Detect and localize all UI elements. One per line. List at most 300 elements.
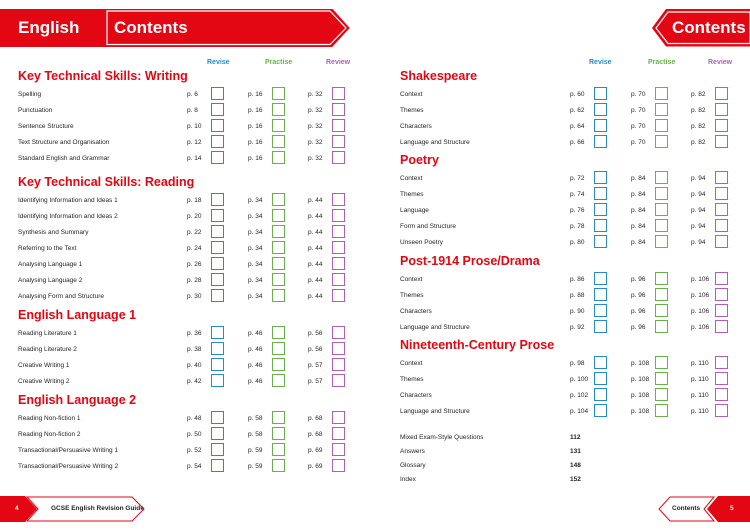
contents-row [400,272,730,288]
review-checkbox[interactable] [715,171,728,184]
review-page-ref: p. 56 [308,330,323,337]
misc-page: 152 [570,476,581,483]
footer-page-number-right: 5 [730,505,734,512]
review-checkbox[interactable] [715,235,728,248]
review-page-ref: p. 68 [308,415,323,422]
practise-page-ref: p. 59 [248,447,263,454]
practise-page-ref: p. 34 [248,245,263,252]
revise-checkbox[interactable] [211,289,224,302]
revise-checkbox[interactable] [211,151,224,164]
contents-row [18,427,348,443]
revise-page-ref: p. 6 [187,91,198,98]
practise-checkbox[interactable] [272,241,285,254]
review-checkbox[interactable] [332,241,345,254]
practise-checkbox[interactable] [272,443,285,456]
topic-label: Sentence Structure [18,123,74,130]
topic-label: Themes [400,376,424,383]
topic-label: Analysing Form and Structure [18,293,104,300]
review-page-ref: p. 106 [691,308,710,315]
practise-page-ref: p. 16 [248,91,263,98]
practise-checkbox[interactable] [655,87,668,100]
contents-row [400,219,730,235]
review-page-ref: p. 32 [308,139,323,146]
revise-checkbox[interactable] [594,171,607,184]
practise-page-ref: p. 59 [248,463,263,470]
topic-label: Standard English and Grammar [18,155,110,162]
revise-page-ref: p. 40 [187,362,202,369]
review-page-ref: p. 44 [308,245,323,252]
revise-checkbox[interactable] [211,241,224,254]
review-page-ref: p. 44 [308,277,323,284]
revise-page-ref: p. 30 [187,293,202,300]
revise-page-ref: p. 78 [570,223,585,230]
practise-checkbox[interactable] [655,103,668,116]
practise-page-ref: p. 84 [631,223,646,230]
revise-checkbox[interactable] [594,320,607,333]
topic-label: Context [400,276,423,283]
topic-label: Characters [400,123,432,130]
practise-checkbox[interactable] [655,135,668,148]
topic-label: Language [400,207,429,214]
practise-page-ref: p. 70 [631,139,646,146]
revise-page-ref: p. 88 [570,292,585,299]
practise-checkbox[interactable] [655,288,668,301]
review-checkbox[interactable] [715,304,728,317]
revise-page-ref: p. 42 [187,378,202,385]
practise-checkbox[interactable] [272,135,285,148]
contents-row [18,273,348,289]
practise-page-ref: p. 108 [631,376,650,383]
practise-page-ref: p. 70 [631,91,646,98]
revise-checkbox[interactable] [211,119,224,132]
review-checkbox[interactable] [332,427,345,440]
contents-row [18,326,348,342]
topic-label: Identifying Information and Ideas 1 [18,197,118,204]
practise-page-ref: p. 70 [631,107,646,114]
page-title-left: Contents [114,18,188,37]
review-checkbox[interactable] [332,459,345,472]
review-page-ref: p. 94 [691,175,706,182]
revise-page-ref: p. 28 [187,277,202,284]
practise-checkbox[interactable] [655,203,668,216]
col-head-revise-left: Revise [207,59,230,66]
misc-label: Glossary [400,462,426,469]
review-checkbox[interactable] [715,320,728,333]
revise-page-ref: p. 36 [187,330,202,337]
review-checkbox[interactable] [715,288,728,301]
practise-page-ref: p. 96 [631,276,646,283]
header-title-box-right [652,9,750,47]
col-head-review-left: Review [326,59,351,66]
contents-row [400,404,730,420]
revise-checkbox[interactable] [211,103,224,116]
revise-checkbox[interactable] [594,235,607,248]
review-checkbox[interactable] [332,87,345,100]
review-checkbox[interactable] [332,342,345,355]
contents-row [18,459,348,475]
review-checkbox[interactable] [332,289,345,302]
practise-page-ref: p. 16 [248,107,263,114]
practise-checkbox[interactable] [272,151,285,164]
practise-checkbox[interactable] [272,119,285,132]
review-page-ref: p. 110 [691,360,709,367]
revise-page-ref: p. 60 [570,91,585,98]
practise-checkbox[interactable] [655,304,668,317]
review-checkbox[interactable] [715,119,728,132]
misc-item [400,473,600,487]
revise-page-ref: p. 90 [570,308,585,315]
practise-checkbox[interactable] [655,356,668,369]
review-page-ref: p. 110 [691,392,709,399]
revise-checkbox[interactable] [211,342,224,355]
review-page-ref: p. 94 [691,223,706,230]
section-heading: English Language 1 [18,308,137,322]
section-heading: Post-1914 Prose/Drama [400,254,540,268]
practise-page-ref: p. 96 [631,324,646,331]
review-checkbox[interactable] [715,87,728,100]
practise-checkbox[interactable] [272,273,285,286]
practise-checkbox[interactable] [655,219,668,232]
revise-page-ref: p. 104 [570,408,589,415]
review-page-ref: p. 82 [691,91,706,98]
revise-page-ref: p. 86 [570,276,585,283]
review-page-ref: p. 94 [691,191,706,198]
revise-checkbox[interactable] [594,203,607,216]
revise-page-ref: p. 74 [570,191,585,198]
practise-checkbox[interactable] [655,187,668,200]
contents-row [400,288,730,304]
contents-row [18,443,348,459]
practise-checkbox[interactable] [272,225,285,238]
review-checkbox[interactable] [715,187,728,200]
review-page-ref: p. 106 [691,324,710,331]
review-checkbox[interactable] [332,411,345,424]
practise-checkbox[interactable] [272,358,285,371]
practise-checkbox[interactable] [272,289,285,302]
practise-checkbox[interactable] [272,427,285,440]
practise-page-ref: p. 58 [248,415,263,422]
review-checkbox[interactable] [332,119,345,132]
revise-checkbox[interactable] [594,119,607,132]
section-heading: Key Technical Skills: Writing [18,69,188,83]
practise-page-ref: p. 16 [248,155,263,162]
practise-checkbox[interactable] [655,388,668,401]
footer-page-number-left: 4 [15,505,19,512]
revise-checkbox[interactable] [211,374,224,387]
review-page-ref: p. 82 [691,139,706,146]
contents-row [18,225,348,241]
revise-checkbox[interactable] [594,135,607,148]
review-page-ref: p. 44 [308,229,323,236]
topic-label: Spelling [18,91,42,98]
revise-page-ref: p. 20 [187,213,202,220]
review-checkbox[interactable] [332,135,345,148]
page-title-right: Contents [672,18,746,37]
contents-row [400,304,730,320]
practise-page-ref: p. 34 [248,277,263,284]
practise-checkbox[interactable] [272,342,285,355]
practise-checkbox[interactable] [655,171,668,184]
practise-page-ref: p. 84 [631,207,646,214]
contents-row [18,151,348,167]
topic-label: Transactional/Persuasive Writing 1 [18,447,119,454]
revise-checkbox[interactable] [211,411,224,424]
practise-page-ref: p. 108 [631,392,650,399]
practise-page-ref: p. 46 [248,362,263,369]
topic-label: Themes [400,292,424,299]
revise-page-ref: p. 72 [570,175,585,182]
misc-page: 131 [570,448,581,455]
review-checkbox[interactable] [332,257,345,270]
review-page-ref: p. 32 [308,123,323,130]
review-page-ref: p. 32 [308,107,323,114]
review-checkbox[interactable] [715,404,728,417]
practise-checkbox[interactable] [272,193,285,206]
contents-row [400,320,730,336]
practise-page-ref: p. 70 [631,123,646,130]
revise-page-ref: p. 48 [187,415,202,422]
topic-label: Language and Structure [400,324,470,331]
contents-row [400,372,730,388]
revise-page-ref: p. 10 [187,123,202,130]
practise-page-ref: p. 108 [631,360,650,367]
topic-label: Creative Writing 2 [18,378,70,385]
topic-label: Punctuation [18,107,53,114]
practise-checkbox[interactable] [272,374,285,387]
contents-row [18,289,348,305]
revise-checkbox[interactable] [211,87,224,100]
footer-left [0,496,146,522]
review-page-ref: p. 32 [308,155,323,162]
practise-page-ref: p. 96 [631,292,646,299]
topic-label: Reading Literature 1 [18,330,77,337]
topic-label: Synthesis and Summary [18,229,89,236]
revise-checkbox[interactable] [211,326,224,339]
review-page-ref: p. 94 [691,239,706,246]
practise-checkbox[interactable] [655,404,668,417]
contents-row [18,411,348,427]
practise-page-ref: p. 108 [631,408,650,415]
col-head-review-right: Review [708,59,733,66]
revise-checkbox[interactable] [594,272,607,285]
revise-page-ref: p. 12 [187,139,202,146]
review-checkbox[interactable] [332,151,345,164]
practise-checkbox[interactable] [272,209,285,222]
review-checkbox[interactable] [715,219,728,232]
revise-page-ref: p. 100 [570,376,589,383]
contents-row [18,374,348,390]
review-checkbox[interactable] [332,358,345,371]
revise-checkbox[interactable] [211,459,224,472]
revise-page-ref: p. 62 [570,107,585,114]
revise-checkbox[interactable] [211,193,224,206]
topic-label: Unseen Poetry [400,239,443,246]
revise-checkbox[interactable] [211,443,224,456]
review-checkbox[interactable] [715,272,728,285]
review-page-ref: p. 106 [691,292,710,299]
revise-checkbox[interactable] [594,372,607,385]
revise-page-ref: p. 22 [187,229,202,236]
contents-row [400,235,730,251]
topic-label: Form and Structure [400,223,456,230]
revise-checkbox[interactable] [211,273,224,286]
review-checkbox[interactable] [332,209,345,222]
revise-page-ref: p. 64 [570,123,585,130]
section-heading: Shakespeare [400,69,478,83]
review-checkbox[interactable] [332,225,345,238]
header-title-box-left [104,9,350,47]
contents-row [400,171,730,187]
revise-checkbox[interactable] [211,209,224,222]
col-head-practise-right: Practise [648,59,676,66]
practise-checkbox[interactable] [272,326,285,339]
contents-row [18,358,348,374]
practise-page-ref: p. 16 [248,139,263,146]
review-page-ref: p. 44 [308,213,323,220]
review-page-ref: p. 44 [308,261,323,268]
col-head-revise-right: Revise [589,59,612,66]
review-checkbox[interactable] [332,326,345,339]
review-checkbox[interactable] [332,103,345,116]
review-page-ref: p. 69 [308,463,323,470]
footer-book-title: GCSE English Revision Guide [51,505,144,512]
contents-row [18,119,348,135]
revise-page-ref: p. 50 [187,431,202,438]
review-checkbox[interactable] [332,443,345,456]
revise-page-ref: p. 66 [570,139,585,146]
practise-checkbox[interactable] [272,87,285,100]
contents-row [18,241,348,257]
review-page-ref: p. 57 [308,362,323,369]
review-page-ref: p. 82 [691,107,706,114]
review-checkbox[interactable] [715,103,728,116]
review-checkbox[interactable] [715,203,728,216]
review-page-ref: p. 44 [308,293,323,300]
review-checkbox[interactable] [715,356,728,369]
revise-page-ref: p. 80 [570,239,585,246]
misc-label: Mixed Exam-Style Questions [400,434,484,441]
revise-checkbox[interactable] [594,87,607,100]
revise-checkbox[interactable] [594,288,607,301]
revise-checkbox[interactable] [594,388,607,401]
practise-checkbox[interactable] [272,411,285,424]
practise-checkbox[interactable] [272,257,285,270]
section-heading: English Language 2 [18,393,137,407]
topic-label: Themes [400,191,424,198]
section-heading: Key Technical Skills: Reading [18,175,195,189]
revise-page-ref: p. 8 [187,107,198,114]
topic-label: Characters [400,392,432,399]
col-head-practise-left: Practise [265,59,293,66]
revise-checkbox[interactable] [211,257,224,270]
review-checkbox[interactable] [332,374,345,387]
revise-checkbox[interactable] [211,225,224,238]
practise-checkbox[interactable] [655,272,668,285]
practise-page-ref: p. 34 [248,213,263,220]
revise-checkbox[interactable] [594,219,607,232]
practise-checkbox[interactable] [655,235,668,248]
revise-page-ref: p. 98 [570,360,585,367]
misc-item [400,431,600,445]
review-page-ref: p. 82 [691,123,706,130]
practise-checkbox[interactable] [655,320,668,333]
review-page-ref: p. 110 [691,376,709,383]
topic-label: Transactional/Persuasive Writing 2 [18,463,119,470]
practise-checkbox[interactable] [272,103,285,116]
revise-page-ref: p. 14 [187,155,202,162]
revise-page-ref: p. 92 [570,324,585,331]
topic-label: Reading Non-fiction 2 [18,431,81,438]
review-page-ref: p. 57 [308,378,323,385]
revise-checkbox[interactable] [211,358,224,371]
topic-label: Context [400,360,423,367]
header-tab-label: English [18,18,80,37]
review-checkbox[interactable] [715,372,728,385]
topic-label: Context [400,175,423,182]
practise-page-ref: p. 34 [248,261,263,268]
header-tab-english [0,9,104,47]
contents-row [400,119,730,135]
revise-page-ref: p. 18 [187,197,202,204]
contents-row [400,135,730,151]
review-checkbox[interactable] [332,193,345,206]
practise-checkbox[interactable] [655,372,668,385]
review-checkbox[interactable] [715,135,728,148]
practise-page-ref: p. 34 [248,229,263,236]
contents-row [400,356,730,372]
topic-label: Language and Structure [400,408,470,415]
review-checkbox[interactable] [715,388,728,401]
contents-row [18,135,348,151]
practise-page-ref: p. 34 [248,197,263,204]
practise-checkbox[interactable] [272,459,285,472]
revise-checkbox[interactable] [594,187,607,200]
review-page-ref: p. 32 [308,91,323,98]
footer-contents-label: Contents [672,505,701,512]
revise-checkbox[interactable] [211,135,224,148]
topic-label: Reading Non-fiction 1 [18,415,81,422]
contents-row [18,193,348,209]
topic-label: Text Structure and Organisation [18,139,110,146]
review-checkbox[interactable] [332,273,345,286]
practise-page-ref: p. 84 [631,175,646,182]
section-heading: Nineteenth-Century Prose [400,338,555,352]
practise-checkbox[interactable] [655,119,668,132]
revise-page-ref: p. 102 [570,392,589,399]
revise-checkbox[interactable] [594,404,607,417]
contents-row [18,87,348,103]
contents-row [400,187,730,203]
misc-item [400,459,600,473]
contents-row [400,103,730,119]
practise-page-ref: p. 58 [248,431,263,438]
misc-page: 148 [570,462,581,469]
contents-row [18,209,348,225]
topic-label: Creative Writing 1 [18,362,70,369]
revise-page-ref: p. 38 [187,346,202,353]
revise-checkbox[interactable] [594,103,607,116]
topic-label: Context [400,91,423,98]
topic-label: Identifying Information and Ideas 2 [18,213,118,220]
topic-label: Language and Structure [400,139,470,146]
revise-checkbox[interactable] [594,356,607,369]
revise-page-ref: p. 76 [570,207,585,214]
topic-label: Analysing Language 1 [18,261,83,268]
revise-checkbox[interactable] [211,427,224,440]
topic-label: Referring to the Text [18,245,77,252]
topic-label: Analysing Language 2 [18,277,83,284]
revise-checkbox[interactable] [594,304,607,317]
